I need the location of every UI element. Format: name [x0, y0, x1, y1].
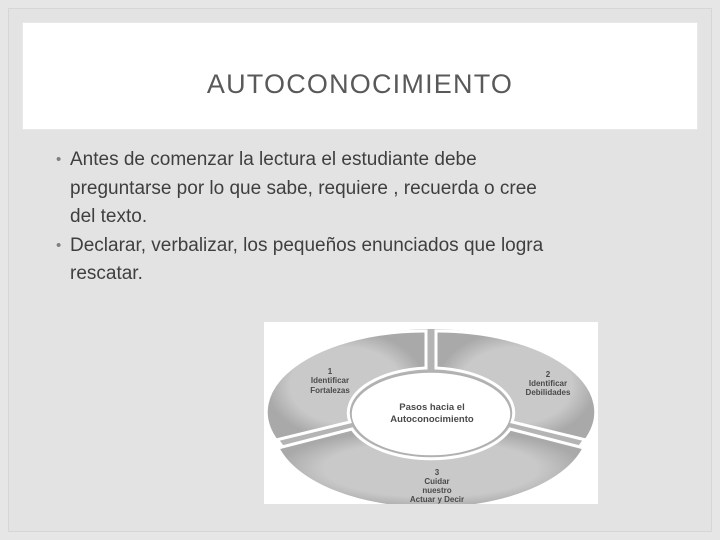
- segment-3-label: Actuar y Decir: [409, 495, 465, 504]
- bullet-item: [56, 146, 696, 232]
- slide-title: AUTOCONOCIMIENTO: [206, 69, 514, 99]
- bullet-dot-icon: •: [56, 151, 62, 168]
- bullet-list: [56, 146, 696, 289]
- bullet-line: Declarar, verbalizar, los pequeños enunciados que logra: [70, 234, 544, 256]
- cycle-diagram: [264, 322, 598, 504]
- bullet-dot-icon: •: [56, 236, 62, 254]
- segment-2-label: Debilidades: [525, 388, 571, 397]
- bullet-line: del texto.: [70, 206, 148, 227]
- cycle-diagram-svg: [264, 322, 598, 504]
- bullet-item: [56, 232, 696, 289]
- bullet-line: preguntarse por lo que sabe, requiere , recuerda o cree: [70, 177, 537, 199]
- segment-3-label: Cuidar: [424, 477, 450, 486]
- segment-3-label: nuestro: [422, 486, 452, 495]
- segment-1-label: Fortalezas: [310, 386, 350, 395]
- segment-2-number: 2: [545, 370, 551, 379]
- center-label: Autoconocimiento: [390, 414, 474, 425]
- segment-1-number: 1: [327, 367, 333, 376]
- segment-3-number: 3: [434, 468, 440, 477]
- bullet-line: rescatar.: [70, 263, 143, 284]
- bullet-line: Antes de comenzar la lectura el estudiante debe: [70, 149, 477, 170]
- segment-2-label: Identificar: [528, 379, 568, 388]
- title-box: [22, 22, 698, 130]
- segment-1-label: Identificar: [310, 376, 350, 385]
- center-label: Pasos hacia el: [399, 402, 465, 413]
- slide: [8, 8, 712, 532]
